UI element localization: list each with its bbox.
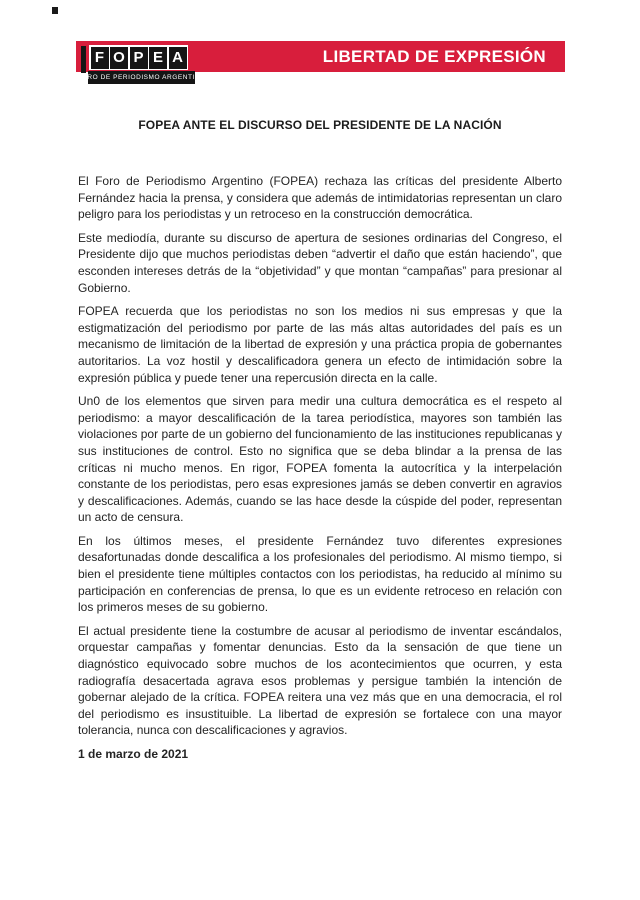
fopea-logo	[89, 45, 188, 70]
paragraph: Este mediodía, durante su discurso de apertura de sesiones ordinarias del Congreso, el Presidente dijo que muchos periodistas deben “advertir el daño que están haciendo”, que esconden intereses detrás de la “objetividad” y que montan “campañas” para presionar al Gobierno.	[78, 230, 562, 295]
fopea-logo-letter: A	[169, 47, 187, 69]
date-line: 1 de marzo de 2021	[78, 747, 189, 761]
fopea-logo-letter: P	[130, 47, 148, 69]
fopea-logo-subtitle: FORO DE PERIODISMO ARGENTINO	[88, 71, 195, 84]
paragraph: El Foro de Periodismo Argentino (FOPEA) rechaza las críticas del presidente Alberto Fernández hacia la prensa, y considera que además de intimidatorias representan un claro peligro para los periodistas y un retroceso en la construcción democrática.	[78, 174, 562, 222]
fopea-logo-letter: F	[91, 47, 109, 69]
document-body	[78, 118, 562, 770]
paragraph: FOPEA recuerda que los periodistas no son los medios ni sus empresas y que la estigmatización del periodismo por parte de las más altas autoridades del país es un mecanismo de limitación de la libertad de expresión y una práctica propia de gobernantes autoritarios. La voz hostil y descalificadora genera un efecto de intimidación sobre la expresión pública y puede tener una repercusión directa en la calle.	[78, 304, 562, 385]
paragraph: El actual presidente tiene la costumbre de acusar al periodismo de inventar escándalos, orquestar campañas y fomentar denuncias. Esto da la sensación de que tiene un diagnóstico equivocado sobre muchos de los acontecimientos que ocurren, y esta radiografía desacertada agrava esos problemas y persigue también la intención de gobernar alejado de la crítica. FOPEA reitera una vez más que en una democracia, el rol del periodismo es insustituible. La libertad de expresión se fortalece con una mayor tolerancia, nunca con descalificaciones y agravios.	[78, 623, 562, 738]
fopea-logo-letter: E	[149, 47, 167, 69]
fopea-logo-accent-bar	[81, 46, 86, 73]
corner-mark	[52, 7, 58, 14]
fopea-logo-letter: O	[110, 47, 128, 69]
page-title: FOPEA ANTE EL DISCURSO DEL PRESIDENTE DE LA NACIÓN	[138, 118, 502, 132]
banner-label: LIBERTAD DE EXPRESIÓN	[322, 46, 546, 66]
paragraph: En los últimos meses, el presidente Fernández tuvo diferentes expresiones desafortunadas donde descalifica a los profesionales del periodismo. Al mismo tiempo, si bien el presidente tiene múltiples contactos con los periodistas, ha reducido al mínimo su participación en conferencias de prensa, lo que es un evidente retroceso en relación con los primeros meses de su gobierno.	[78, 533, 562, 615]
paragraph: Un0 de los elementos que sirven para medir una cultura democrática es el respeto al periodismo: a mayor descalificación de la tarea periodística, mayores son también las violaciones por parte de un gobierno del funcionamiento de las instituciones republicanas y sus instituciones de control. Esto no significa que se deba blindar a la prensa de las críticas ni mucho menos. En rigor, FOPEA fomenta la autocrítica y la interpelación constante de los periodistas, pero esas expresiones jamás se deben convertir en agravios y descalificaciones. Además, cuando se las hace desde la cúspide del poder, representan un acto de censura.	[78, 394, 562, 525]
